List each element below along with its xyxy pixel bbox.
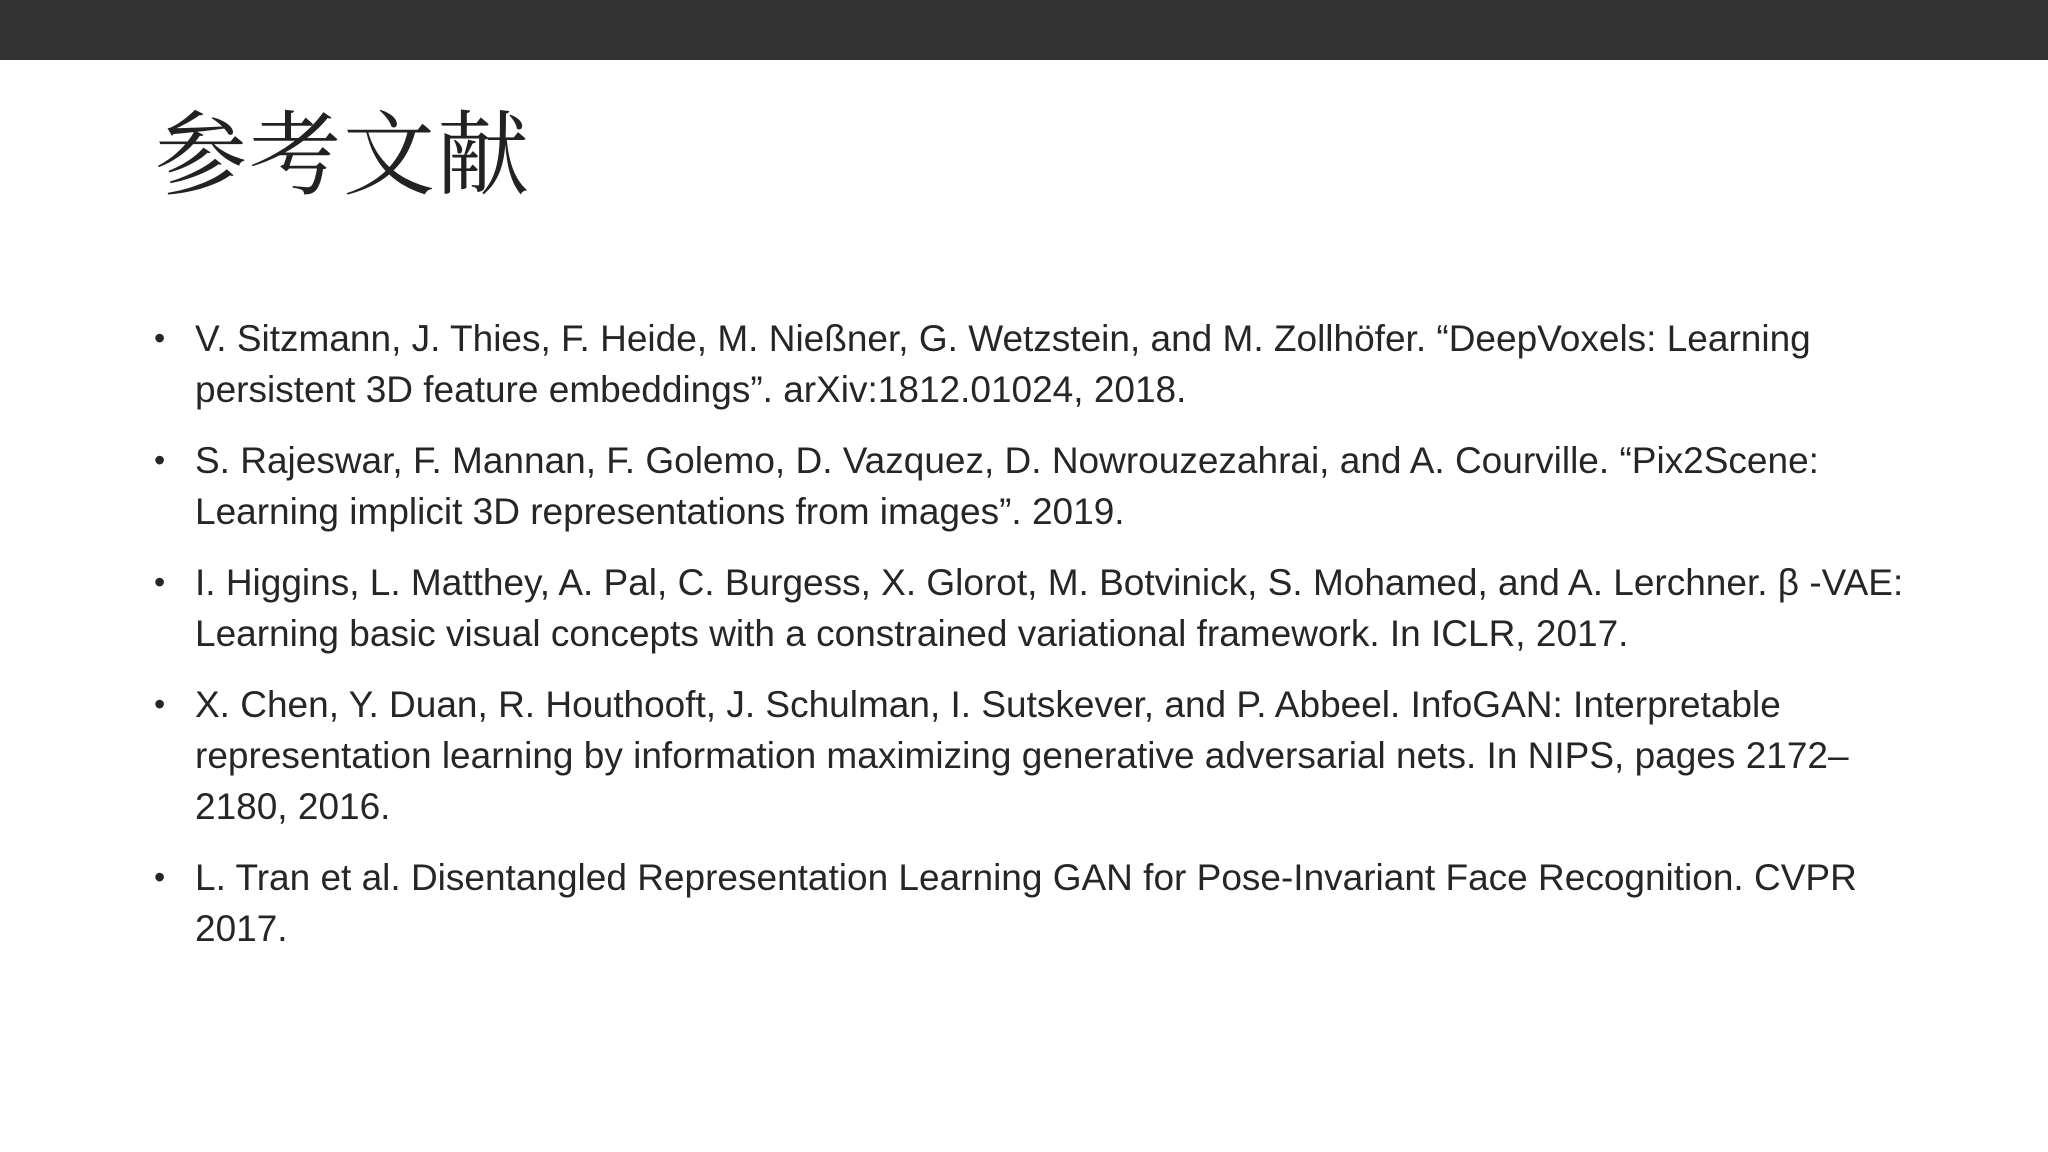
top-bar (0, 0, 2048, 60)
reference-list (150, 313, 1910, 974)
bullet-icon: • (154, 442, 166, 478)
reference-text: I. Higgins, L. Matthey, A. Pal, C. Burgess, X. Glorot, M. Botvinick, S. Mohamed, and A. Lerchner. β -VAE: Learning basic visual concepts with a constrained variational framework. In ICLR, 2017. (195, 562, 1904, 654)
reference-text: X. Chen, Y. Duan, R. Houthooft, J. Schulman, I. Sutskever, and P. Abbeel. InfoGAN: Interpretable representation learning by information maximizing generative adversarial nets. In NIPS, pages 2172–2180, 2016. (195, 684, 1849, 827)
reference-item (150, 679, 1910, 832)
reference-item (150, 435, 1910, 537)
bullet-icon: • (154, 564, 166, 600)
reference-item (150, 313, 1910, 415)
reference-item (150, 557, 1910, 659)
reference-text: V. Sitzmann, J. Thies, F. Heide, M. Nießner, G. Wetzstein, and M. Zollhöfer. “DeepVoxels: Learning persistent 3D feature embeddings”. arXiv:1812.01024, 2018. (195, 318, 1811, 410)
bullet-icon: • (154, 320, 166, 356)
bullet-icon: • (154, 859, 166, 895)
bullet-icon: • (154, 686, 166, 722)
reference-item (150, 852, 1910, 954)
reference-text: L. Tran et al. Disentangled Representation Learning GAN for Pose-Invariant Face Recognition. CVPR 2017. (195, 857, 1857, 949)
slide-title: 参考文献 (155, 102, 532, 209)
reference-text: S. Rajeswar, F. Mannan, F. Golemo, D. Vazquez, D. Nowrouzezahrai, and A. Courville. “Pix2Scene: Learning implicit 3D representations from images”. 2019. (195, 440, 1819, 532)
